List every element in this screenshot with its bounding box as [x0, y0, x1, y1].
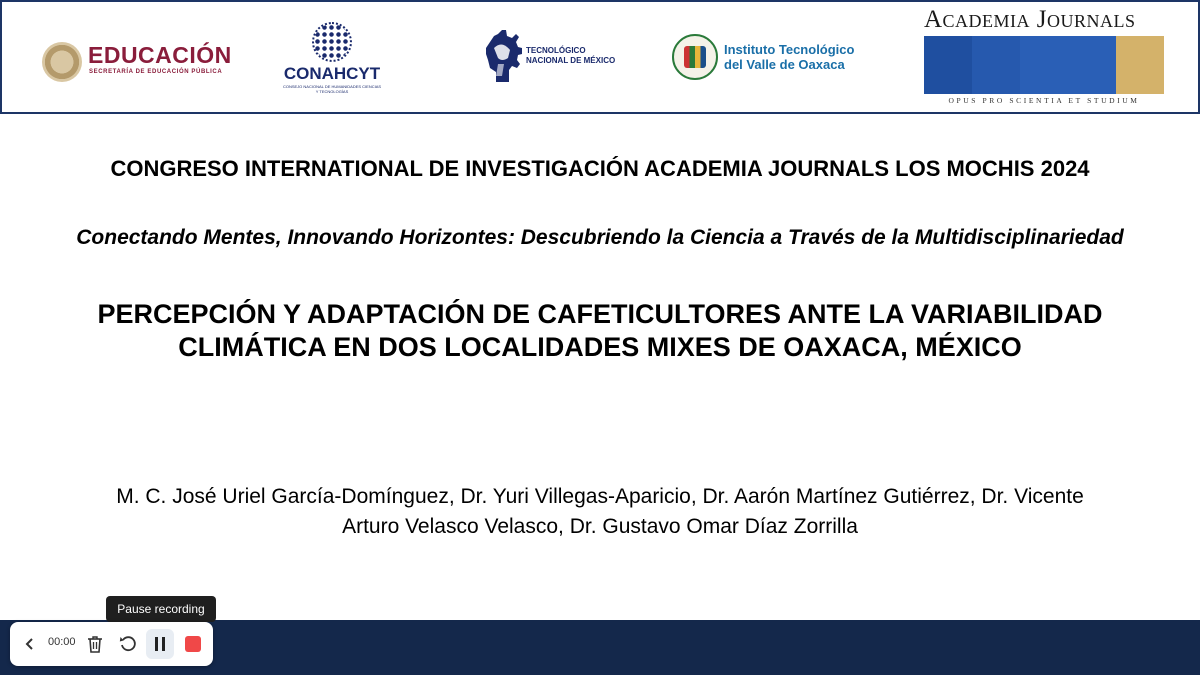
- itvo-word: [724, 42, 854, 72]
- stop-recording-button[interactable]: [180, 622, 206, 666]
- itvo-logo: [672, 34, 882, 84]
- congress-title: CONGRESO INTERNATIONAL DE INVESTIGACIÓN ACADEMIA JOURNALS LOS MOCHIS 2024: [110, 156, 1090, 181]
- congress-slogan: Conectando Mentes, Innovando Horizontes: Descubriendo la Ciencia a Través de la Multidisciplinariedad: [76, 226, 1124, 249]
- itvo-seal-icon: [672, 34, 718, 80]
- restart-icon: [119, 635, 137, 653]
- academia-journals-logo: [924, 6, 1164, 106]
- pause-recording-button[interactable]: [146, 629, 174, 659]
- academia-journals-bar: [1020, 36, 1068, 94]
- tecnm-line2: NACIONAL DE MÉXICO: [526, 56, 616, 65]
- conahcyt-dots-icon: [314, 24, 350, 60]
- trash-icon: [87, 635, 103, 653]
- delete-recording-button[interactable]: [84, 622, 106, 666]
- academia-journals-bar: [972, 36, 1020, 94]
- pause-recording-tooltip: Pause recording: [106, 596, 216, 622]
- recording-timer: 00:00: [48, 636, 76, 648]
- tecnm-gear-icon: [482, 28, 522, 84]
- tecnm-line1: TECNOLÓGICO: [526, 46, 586, 55]
- educacion-sub: SECRETARÍA DE EDUCACIÓN PÚBLICA: [89, 69, 223, 75]
- restart-recording-button[interactable]: [116, 622, 140, 666]
- tecnm-logo: [482, 28, 622, 86]
- recording-toolbar: [10, 622, 213, 666]
- mexico-seal-icon: [42, 42, 82, 82]
- itvo-line1: Instituto Tecnológico: [724, 42, 855, 57]
- educacion-word: EDUCACIÓN: [88, 42, 232, 68]
- tecnm-word: [526, 46, 615, 66]
- educacion-logo: [42, 40, 242, 84]
- pause-icon: [154, 637, 166, 651]
- collapse-button[interactable]: [20, 622, 40, 666]
- conahcyt-logo: [272, 24, 392, 96]
- paper-title: PERCEPCIÓN Y ADAPTACIÓN DE CAFETICULTORES ANTE LA VARIABILIDAD CLIMÁTICA EN DOS LOCALIDADES MIXES DE OAXACA, MÉXICO: [97, 299, 1103, 362]
- conahcyt-sub: CONSEJO NACIONAL DE HUMANIDADES CIENCIAS Y TECNOLOGÍAS: [282, 84, 382, 94]
- chevron-left-icon: [25, 638, 35, 650]
- academia-journals-bar: [924, 36, 972, 94]
- academia-journals-bar: [1116, 36, 1164, 94]
- academia-journals-title: Academia Journals: [924, 6, 1136, 33]
- itvo-line2: del Valle de Oaxaca: [724, 57, 845, 72]
- authors-list: M. C. José Uriel García-Domínguez, Dr. Yuri Villegas-Aparicio, Dr. Aarón Martínez Gutiérrez, Dr. Vicente Arturo Velasco Velasco, Dr. Gustavo Omar Díaz Zorrilla: [116, 485, 1084, 538]
- academia-journals-bars: [924, 36, 1164, 94]
- conahcyt-word: CONAHCYT: [283, 64, 381, 83]
- academia-journals-bar: [1068, 36, 1116, 94]
- academia-journals-motto: OPUS PRO SCIENTIA ET STUDIUM: [948, 96, 1140, 105]
- stop-icon: [185, 636, 201, 652]
- header-logos: [0, 0, 1200, 114]
